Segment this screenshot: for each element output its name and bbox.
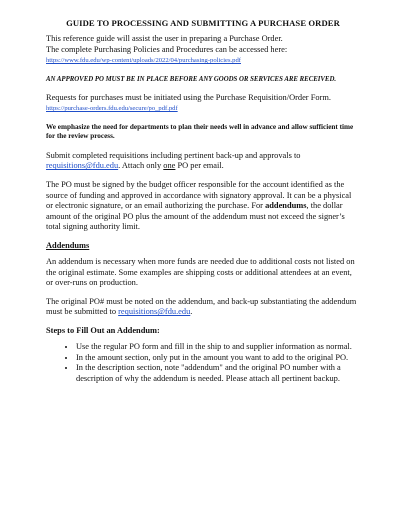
step-item: • Use the regular PO form and fill in the ship to and supplier information as normal. bbox=[76, 342, 360, 353]
intro-line-1: This reference guide will assist the user in preparing a Purchase Order. bbox=[46, 34, 283, 43]
addendum-p2-end: . bbox=[190, 307, 193, 317]
step-item: • In the amount section, only put in the amount you want to add to the original PO. bbox=[76, 353, 360, 364]
po-form-link[interactable]: https://purchase-orders.fdu.edu/secure/po_pdf.pdf bbox=[46, 105, 178, 113]
plan-ahead-notice: We emphasize the need for departments to plan their needs well in advance and allow sufficient time for the review process. bbox=[46, 122, 354, 141]
signature-paragraph bbox=[46, 180, 360, 233]
submit-one: one bbox=[163, 161, 176, 171]
step-item: • In the description section, note "addendum" and the original PO number with a description of why the addendum is needed. Please attach all pertinent backup. bbox=[76, 363, 360, 384]
purchasing-policies-link[interactable]: https://www.fdu.edu/wp-content/uploads/2022/04/purchasing-policies.pdf bbox=[46, 57, 241, 65]
signature-before: The PO must be signed by the budget officer responsible for the account identified as the source of funding and approved in accordance with signatory approval. It can be a physical or electronic signature, or an email authorizing the purchase. For bbox=[46, 179, 352, 211]
requests-paragraph bbox=[46, 93, 360, 115]
addendum-paragraph-2 bbox=[46, 297, 360, 318]
addendums-heading: Addendums bbox=[46, 240, 90, 250]
intro-paragraph bbox=[46, 34, 360, 67]
submit-end: PO per email. bbox=[175, 161, 224, 171]
requisitions-email-link[interactable]: requisitions@fdu.edu bbox=[46, 161, 119, 171]
signature-after: , the dollar amount of the original PO plus the amount of the addendum must not exceed the signer’s total signing authority limit. bbox=[46, 201, 345, 232]
addendum-p2-text: The original PO# must be noted on the addendum, and back-up substantiating the addendum must be submitted to bbox=[46, 296, 357, 317]
approved-po-notice: AN APPROVED PO MUST BE IN PLACE BEFORE ANY GOODS OR SERVICES ARE RECEIVED. bbox=[46, 75, 337, 83]
signature-addendums-bold: addendums bbox=[265, 201, 307, 211]
steps-list bbox=[46, 342, 360, 384]
intro-line-2: The complete Purchasing Policies and Procedures can be accessed here: bbox=[46, 44, 288, 54]
addendum-paragraph-1: An addendum is necessary when more funds are needed due to additional costs not listed on the original estimate. Some examples are shipping costs or additional attendees at an event, or over-runs on production. bbox=[46, 256, 355, 288]
requests-text: Requests for purchases must be initiated using the Purchase Requisition/Order Form. bbox=[46, 92, 331, 102]
page-title: GUIDE TO PROCESSING AND SUBMITTING A PURCHASE ORDER bbox=[66, 18, 340, 28]
submit-paragraph bbox=[46, 151, 360, 172]
addendum-email-link[interactable]: requisitions@fdu.edu bbox=[118, 307, 191, 317]
steps-heading: Steps to Fill Out an Addendum: bbox=[46, 325, 160, 335]
submit-text: Submit completed requisitions including pertinent back-up and approvals to bbox=[46, 150, 301, 160]
submit-after-email: . Attach only bbox=[118, 161, 164, 171]
